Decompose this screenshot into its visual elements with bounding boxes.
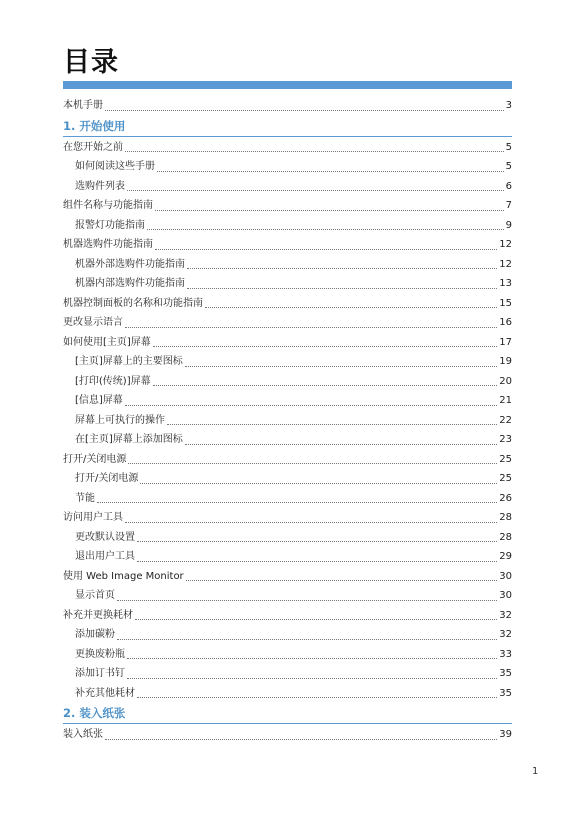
toc-entry-label: 节能 [75, 492, 95, 504]
dot-leader [125, 326, 497, 328]
toc-subentry[interactable] [63, 489, 512, 509]
toc-subentry[interactable] [63, 216, 512, 236]
dot-leader [187, 287, 497, 289]
toc-entry-page-number: 12 [499, 239, 512, 250]
dot-leader [125, 404, 497, 406]
toc-entry-label: 退出用户工具 [75, 551, 135, 562]
toc-entry-label: 显示首页 [75, 590, 115, 601]
title-underline-bar [63, 81, 512, 89]
toc-entry-label: 更改显示语言 [63, 317, 123, 328]
dot-leader [147, 228, 504, 230]
toc-entry-label: 使用 Web Image Monitor [63, 570, 184, 582]
toc-entry[interactable] [63, 138, 512, 158]
toc-entry[interactable] [63, 725, 512, 745]
toc-entry-page-number: 39 [499, 729, 512, 740]
toc-entry-page-number: 33 [499, 648, 512, 660]
dot-leader [167, 423, 497, 425]
toc-entry[interactable] [63, 96, 512, 116]
dot-leader [128, 462, 497, 464]
dot-leader [125, 150, 504, 152]
toc-entry-page-number: 17 [499, 336, 512, 348]
toc-entry-page-number: 5 [505, 161, 512, 172]
toc-entry-label: 补充其他耗材 [75, 687, 135, 699]
toc-entry-page-number: 22 [499, 414, 512, 426]
toc-entry-label: 机器控制面板的名称和功能指南 [63, 297, 203, 309]
toc-entry-label: 在[主页]屏幕上添加图标 [75, 434, 183, 445]
toc-subentry[interactable] [63, 352, 512, 372]
toc-entry-label: 添加订书钉 [75, 668, 125, 679]
toc-subentry[interactable] [63, 586, 512, 606]
dot-leader [135, 618, 497, 620]
toc-entry-label: 打开/关闭电源 [75, 473, 139, 484]
toc-entry-label: 打开/关闭电源 [63, 453, 127, 465]
dot-leader [97, 501, 497, 503]
toc-entry-label: 补充并更换耗材 [63, 609, 133, 621]
toc-subentry[interactable] [63, 255, 512, 275]
chapter-heading[interactable]: 2. 装入纸张 [63, 703, 512, 724]
toc-entry[interactable] [63, 567, 512, 587]
toc-entry-page-number: 26 [499, 492, 512, 504]
page-title: 目录 [63, 47, 119, 78]
toc-entry-label: 更改默认设置 [75, 531, 135, 543]
toc-subentry[interactable] [63, 469, 512, 489]
toc-entry-label: 报警灯功能指南 [75, 219, 145, 231]
dot-leader [155, 248, 497, 250]
toc-entry-label: 选购件列表 [75, 180, 125, 192]
toc-entry-page-number: 9 [505, 219, 512, 231]
toc-entry[interactable] [63, 450, 512, 470]
toc-subentry[interactable] [63, 157, 512, 177]
toc-subentry[interactable] [63, 274, 512, 294]
toc-entry-page-number: 7 [505, 200, 512, 211]
toc-entry-label: 本机手册 [63, 100, 103, 111]
toc-entry-label: [打印(传统)]屏幕 [75, 375, 151, 387]
toc-subentry[interactable] [63, 411, 512, 431]
toc-entry-page-number: 16 [499, 317, 512, 328]
dot-leader [185, 443, 497, 445]
toc-entry[interactable] [63, 235, 512, 255]
toc-entry[interactable] [63, 294, 512, 314]
dot-leader [105, 738, 497, 740]
toc-entry[interactable] [63, 606, 512, 626]
toc-subentry[interactable] [63, 177, 512, 197]
toc-entry-page-number: 30 [499, 570, 512, 582]
toc-entry-page-number: 13 [499, 278, 512, 289]
toc-entry-page-number: 35 [499, 687, 512, 699]
toc-entry-label: [信息]屏幕 [75, 395, 123, 406]
toc-entry-label: 机器内部选购件功能指南 [75, 278, 185, 289]
toc-entry-label: 机器外部选购件功能指南 [75, 258, 185, 270]
toc-entry-label: 机器选购件功能指南 [63, 239, 153, 250]
page-number: 1 [532, 766, 539, 777]
dot-leader [140, 482, 497, 484]
toc-entry-page-number: 15 [499, 297, 512, 309]
toc-entry-label: 屏幕上可执行的操作 [75, 414, 165, 426]
toc-entry-page-number: 32 [499, 629, 512, 640]
dot-leader [137, 696, 497, 698]
toc-entry-page-number: 3 [505, 100, 512, 111]
toc-entry-label: 装入纸张 [63, 729, 103, 740]
toc-entry-page-number: 23 [499, 434, 512, 445]
toc-entry-page-number: 19 [499, 356, 512, 367]
dot-leader [185, 365, 497, 367]
toc-entry-page-number: 28 [499, 531, 512, 543]
dot-leader [137, 560, 497, 562]
toc-entry-label: 组件名称与功能指南 [63, 200, 153, 211]
toc-entry[interactable] [63, 196, 512, 216]
toc-subentry[interactable] [63, 645, 512, 665]
toc-entry-label: 更换废粉瓶 [75, 648, 125, 660]
table-of-contents [63, 96, 512, 745]
toc-entry-label: 访问用户工具 [63, 512, 123, 523]
dot-leader [157, 170, 504, 172]
toc-entry-page-number: 29 [499, 551, 512, 562]
dot-leader [117, 638, 497, 640]
dot-leader [186, 579, 498, 581]
dot-leader [205, 306, 497, 308]
toc-entry[interactable] [63, 313, 512, 333]
toc-subentry[interactable] [63, 391, 512, 411]
toc-entry-label: 添加碳粉 [75, 629, 115, 640]
toc-entry-page-number: 30 [499, 590, 512, 601]
dot-leader [125, 521, 497, 523]
dot-leader [187, 267, 497, 269]
dot-leader [137, 540, 497, 542]
toc-entry-page-number: 6 [505, 180, 512, 192]
toc-subentry[interactable] [63, 372, 512, 392]
toc-entry-page-number: 25 [499, 473, 512, 484]
dot-leader [105, 109, 504, 111]
toc-subentry[interactable] [63, 547, 512, 567]
dot-leader [127, 657, 497, 659]
toc-entry-label: 在您开始之前 [63, 141, 123, 153]
toc-entry-page-number: 28 [499, 512, 512, 523]
toc-subentry[interactable] [63, 684, 512, 704]
dot-leader [155, 209, 504, 211]
toc-subentry[interactable] [63, 625, 512, 645]
toc-entry-label: 如何使用[主页]屏幕 [63, 336, 151, 348]
toc-subentry[interactable] [63, 664, 512, 684]
toc-subentry[interactable] [63, 528, 512, 548]
toc-entry[interactable] [63, 333, 512, 353]
toc-entry[interactable] [63, 508, 512, 528]
toc-entry-page-number: 12 [499, 258, 512, 270]
toc-subentry[interactable] [63, 430, 512, 450]
dot-leader [127, 189, 504, 191]
toc-entry-page-number: 5 [505, 141, 512, 153]
toc-entry-page-number: 35 [499, 668, 512, 679]
toc-entry-page-number: 25 [499, 453, 512, 465]
toc-entry-page-number: 20 [499, 375, 512, 387]
dot-leader [153, 345, 497, 347]
chapter-heading[interactable]: 1. 开始使用 [63, 116, 512, 137]
dot-leader [153, 384, 498, 386]
toc-entry-label: [主页]屏幕上的主要图标 [75, 356, 183, 367]
dot-leader [117, 599, 497, 601]
dot-leader [127, 677, 497, 679]
toc-entry-page-number: 32 [499, 609, 512, 621]
toc-entry-page-number: 21 [499, 395, 512, 406]
toc-entry-label: 如何阅读这些手册 [75, 161, 155, 172]
